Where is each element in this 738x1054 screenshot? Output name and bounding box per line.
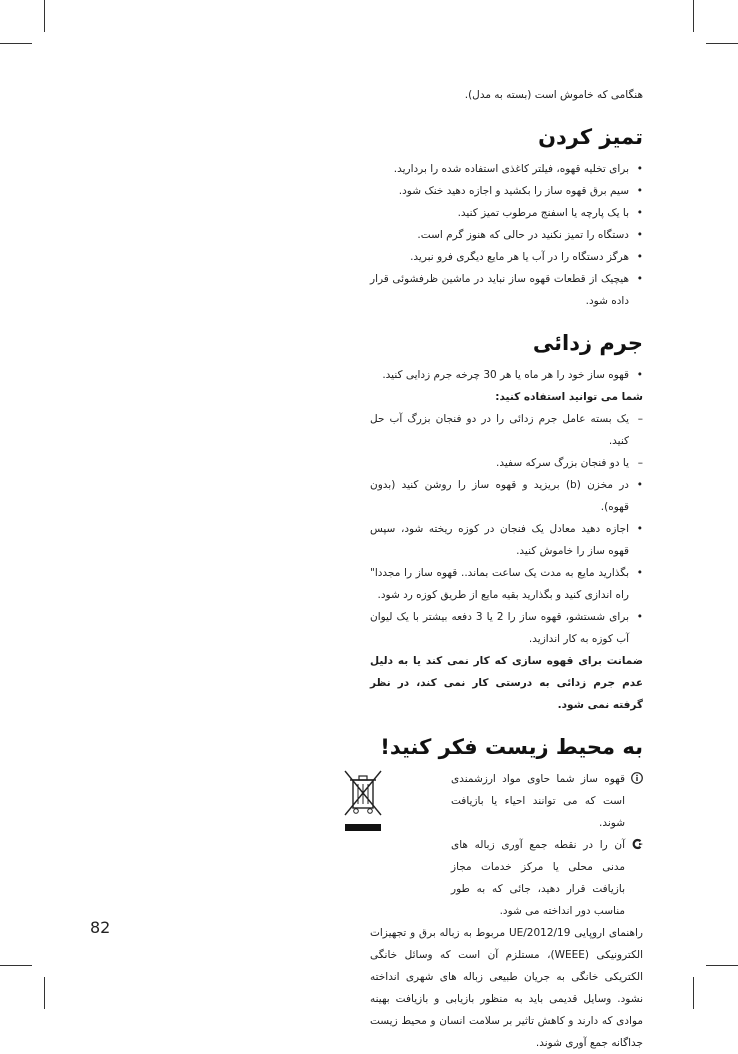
list-item: • برای شستشو، قهوه ساز را 2 یا 3 دفعه بیشتر با یک لیوان آب کوزه به کار اندازید.	[370, 606, 643, 650]
descaling-heading: جرم زدائی	[532, 331, 643, 355]
warranty-note: ضمانت برای قهوه سازی که کار نمی کند یا به دلیل عدم جرم زدائی به درستی کار نمی کند، در نظر گرفته نمی شود.	[370, 655, 643, 711]
crop-mark	[706, 965, 738, 966]
crop-mark	[693, 977, 694, 1009]
list-item: • هیچیک از قطعات قهوه ساز نباید در ماشین ظرفشوئی قرار داده شود.	[370, 268, 643, 312]
environment-item: قهوه ساز شما حاوی مواد ارزشمندی است که می توانند احیاء یا بازیافت شوند.	[451, 768, 643, 834]
list-item: • سیم برق قهوه ساز را بکشید و اجازه دهید خنک شود.	[370, 180, 643, 202]
recycle-arrow-icon	[631, 838, 643, 852]
crop-mark	[0, 965, 32, 966]
environment-heading: به محیط زیست فکر کنید!	[380, 735, 643, 759]
environment-item: آن را در نقطه جمع آوری زباله های مدنی محلی یا مرکز خدمات مجاز بازیافت قرار دهید، جائی که به طور مناسب دور انداخته می شود.	[451, 834, 643, 922]
intro-text: هنگامی که خاموش است (بسته به مدل).	[464, 89, 643, 101]
page-number: 82	[90, 918, 111, 937]
list-item: • قهوه ساز خود را هر ماه یا هر 30 چرخه جرم زدایی کنید.	[370, 364, 643, 386]
list-item: – یک بسته عامل جرم زدائی را در دو فنجان بزرگ آب حل کنید.	[370, 408, 643, 452]
environment-block	[370, 768, 643, 922]
crop-mark	[693, 0, 694, 32]
cleaning-list	[370, 158, 643, 312]
crop-mark	[706, 43, 738, 44]
cleaning-heading: تمیز کردن	[538, 125, 643, 149]
manual-page-column	[370, 84, 643, 1054]
crop-mark	[0, 43, 32, 44]
list-item: • دستگاه را تمیز نکنید در حالی که هنوز گرم است.	[370, 224, 643, 246]
list-item: • با یک پارچه یا اسفنج مرطوب تمیز کنید.	[370, 202, 643, 224]
list-item: • اجازه دهید معادل یک فنجان در کوزه ریخته شود، سپس قهوه ساز را خاموش کنید.	[370, 518, 643, 562]
list-item: • هرگز دستگاه را در آب یا هر مایع دیگری فرو نبرید.	[370, 246, 643, 268]
weee-directive-text: راهنمای اروپایی UE/2012/19 مربوط به زباله برق و تجهیزات الکترونیکی (WEEE)، مستلزم آن است که وسائل خانگی الکتریکی خانگی به جریان طبیعی زباله های شهری انداخته نشود. وسایل قدیمی باید به منظور بازیابی و بازیافت بهینه موادی که دارند و کاهش تاثیر بر سلامت انسان و محیط زیست جداگانه جمع آوری شوند.	[370, 927, 644, 1049]
descaling-options	[370, 408, 643, 474]
descaling-steps	[370, 474, 643, 650]
crossed-out-bin-icon	[342, 768, 384, 836]
list-item: – یا دو فنجان بزرگ سرکه سفید.	[370, 452, 643, 474]
list-item: • در مخزن (b) بریزید و قهوه ساز را روشن کنید (بدون قهوه).	[370, 474, 643, 518]
crop-mark	[44, 977, 45, 1009]
list-item: • بگذارید مایع به مدت یک ساعت بماند.. قهوه ساز را مجددا" راه اندازی کنید و بگذارید بقیه مایع از طریق کوزه رد شود.	[370, 562, 643, 606]
info-circle-icon	[631, 772, 643, 786]
can-use-label: شما می توانید استفاده کنید:	[495, 391, 643, 403]
list-item: • برای تخلیه قهوه، فیلتر کاغذی استفاده شده را بردارید.	[370, 158, 643, 180]
descaling-first-list	[370, 364, 643, 386]
crop-mark	[44, 0, 45, 32]
